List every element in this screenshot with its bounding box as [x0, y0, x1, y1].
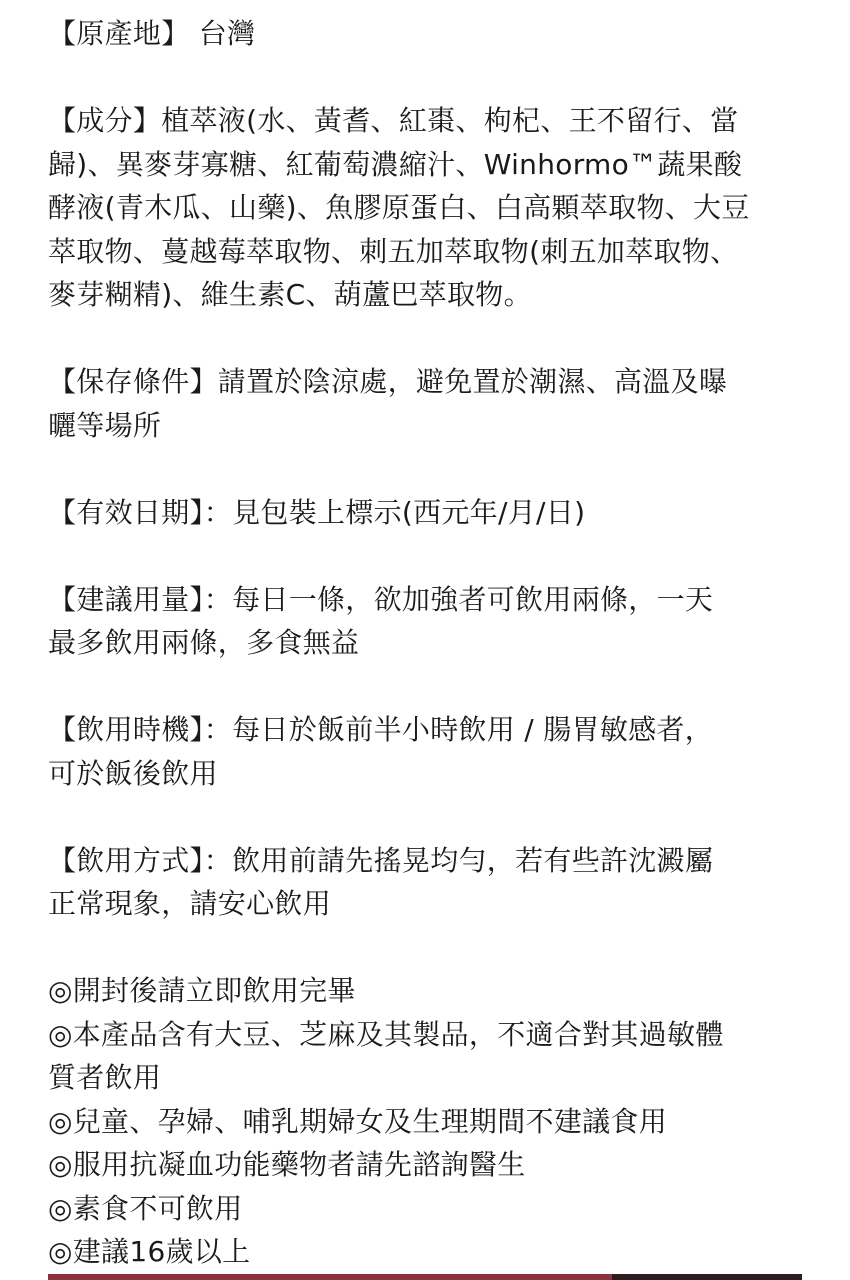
- note-item: ◎服用抗凝血功能藥物者請先諮詢醫生: [48, 1148, 526, 1181]
- note-item: ◎開封後請立即飲用完畢: [48, 974, 356, 1007]
- expiry-section: 【有效日期】：見包裝上標示(西元年/月/日): [48, 495, 586, 529]
- origin-section: 【原產地】 台灣: [48, 17, 256, 50]
- note-item: ◎本產品含有大豆、芝麻及其製品，不適合對其過敏體 質者飲用: [48, 1017, 724, 1094]
- notes-list: [48, 969, 808, 1274]
- usage-section: 【飲用方式】：飲用前請先搖晃均勻，若有些許沈澱屬 正常現象，請安心飲用: [48, 843, 714, 920]
- note-item: ◎兒童、孕婦、哺乳期婦女及生理期間不建議食用: [48, 1104, 668, 1138]
- note-item: ◎素食不可飲用: [48, 1191, 243, 1225]
- note-item: ◎建議16歲以上: [48, 1235, 251, 1268]
- dosage-section: 【建議用量】：每日一條，欲加強者可飲用兩條，一天 最多飲用兩條，多食無益: [48, 582, 714, 659]
- bottom-banner-edge-dark: [612, 1274, 802, 1280]
- product-info: [48, 12, 808, 1274]
- storage-section: 【保存條件】請置於陰涼處，避免置於潮濕、高溫及曝 曬等場所: [48, 365, 728, 442]
- timing-section: 【飲用時機】：每日於飯前半小時飲用 / 腸胃敏感者， 可於飯後飲用: [48, 713, 714, 790]
- ingredients-section: 【成分】植萃液(水、黃耆、紅棗、枸杞、王不留行、當 歸)、異麥芽寡糖、紅葡萄濃縮汁、Winhormo™蔬果酸 酵液(青木瓜、山藥)、魚膠原蛋白、白高顆萃取物、大豆 萃取物、蔓越莓萃取物、刺五加萃取物(刺五加萃取物、 麥芽糊精)、維生素C、葫蘆巴萃取物。: [48, 104, 750, 311]
